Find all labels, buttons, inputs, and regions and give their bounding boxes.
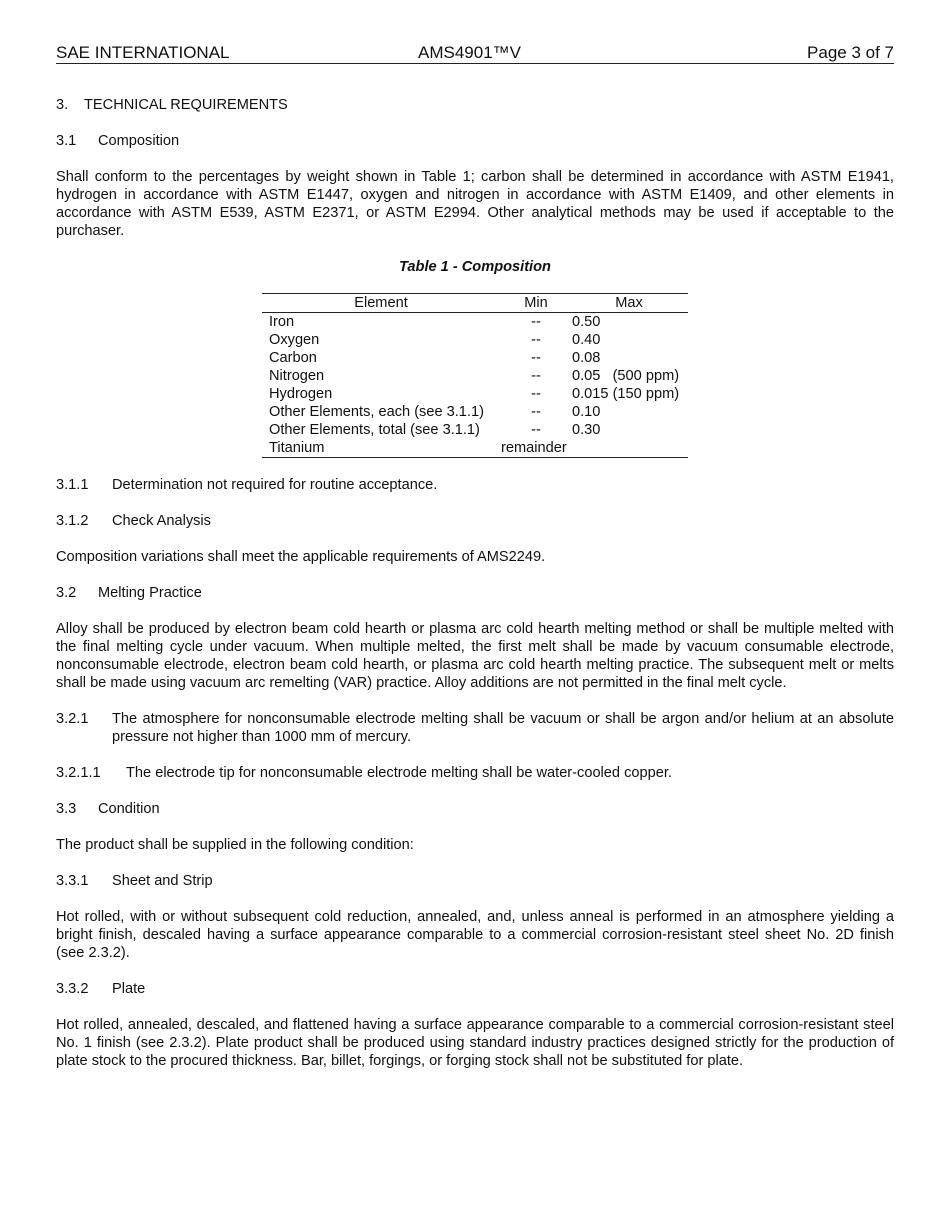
- header-organization: SAE INTERNATIONAL: [56, 43, 230, 62]
- section-3-number: 3.: [56, 97, 69, 113]
- section-3-3-number: 3.3: [56, 801, 77, 817]
- table-row: [262, 367, 688, 385]
- cell-max: 0.08: [572, 350, 601, 366]
- section-3-1-1-number: 3.1.1: [56, 477, 89, 493]
- section-3-2-1-1: [56, 764, 894, 782]
- section-3-1-text: Shall conform to the percentages by weight shown in Table 1; carbon shall be determined in accordance with ASTM E1941, hydrogen in accordance with ASTM E1447, oxygen and nitrogen in accordance with ASTM E1409, and other elements in accordance with ASTM E539, ASTM E2371, or ASTM E2994. Other analytical methods may be used if acceptable to the purchaser.: [56, 169, 894, 239]
- cell-element: Oxygen: [269, 332, 320, 348]
- cell-element: Iron: [269, 314, 295, 330]
- header-min: Min: [524, 295, 548, 311]
- cell-min: --: [531, 404, 541, 420]
- section-3-heading: [56, 96, 894, 114]
- header-max: Max: [615, 295, 643, 311]
- table-row: [262, 403, 688, 421]
- section-3-1-1: [56, 476, 894, 494]
- section-3-3-text: The product shall be supplied in the following condition:: [56, 837, 414, 853]
- section-3-title: TECHNICAL REQUIREMENTS: [84, 97, 288, 113]
- cell-min: --: [531, 368, 541, 384]
- section-3-2-1-1-text: The electrode tip for nonconsumable electrode melting shall be water-cooled copper.: [126, 765, 672, 781]
- document-body: [56, 96, 894, 1088]
- section-3-1-2-number: 3.1.2: [56, 513, 89, 529]
- section-3-1-number: 3.1: [56, 133, 77, 149]
- section-3-2-number: 3.2: [56, 585, 77, 601]
- table-title: Table 1 - Composition: [399, 259, 551, 275]
- header-page-number: Page 3 of 7: [807, 43, 894, 62]
- section-3-1-title: Composition: [98, 133, 180, 149]
- section-3-3-1-title: Sheet and Strip: [112, 873, 213, 889]
- section-3-2-1-number: 3.2.1: [56, 711, 89, 727]
- section-3-2-title: Melting Practice: [98, 585, 202, 601]
- section-3-1-1-text: Determination not required for routine acceptance.: [112, 477, 438, 493]
- table-row: [262, 385, 688, 403]
- table-row: [262, 331, 688, 349]
- cell-min: --: [531, 386, 541, 402]
- page-header: [56, 43, 894, 64]
- cell-min: --: [531, 332, 541, 348]
- section-3-1-2-text: Composition variations shall meet the applicable requirements of AMS2249.: [56, 549, 546, 565]
- section-3-3-1-number: 3.3.1: [56, 873, 89, 889]
- section-3-2-heading: [56, 584, 894, 602]
- section-3-3-1-heading: [56, 872, 894, 890]
- cell-element: Nitrogen: [269, 368, 325, 384]
- cell-element: Other Elements, total (see 3.1.1): [269, 422, 480, 438]
- section-3-3-1-text: Hot rolled, with or without subsequent cold reduction, annealed, and, unless anneal is performed in an atmosphere yielding a bright finish, descaled having a surface appearance comparable to a commercial corrosion-resistant steel sheet No. 2D finish (see 2.3.2).: [56, 909, 894, 961]
- section-3-3-2-number: 3.3.2: [56, 981, 89, 997]
- cell-max: 0.50: [572, 314, 601, 330]
- cell-element: Other Elements, each (see 3.1.1): [269, 404, 484, 420]
- section-3-2-text: Alloy shall be produced by electron beam cold hearth or plasma arc cold hearth melting method or shall be multiple melted with the final melting cycle under vacuum. When multiple melted, the first melt shall be made by vacuum consumable electrode, nonconsumable electrode, electron beam cold hearth, or plasma arc cold hearth melting practice. The subsequent melt or melts shall be made using vacuum arc remelting (VAR) practice. Alloy additions are not permitted in the final melt cycle.: [56, 621, 894, 691]
- cell-max: 0.05 (500 ppm): [572, 368, 680, 384]
- section-3-3-title: Condition: [98, 801, 160, 817]
- section-3-3-2-heading: [56, 980, 894, 998]
- cell-max: 0.30: [572, 422, 601, 438]
- cell-remainder: remainder: [501, 440, 567, 456]
- header-spec-number: AMS4901™V: [418, 43, 521, 62]
- section-3-2-1: [56, 710, 894, 746]
- cell-element: Titanium: [269, 440, 325, 456]
- table-row: [262, 313, 688, 331]
- cell-max: 0.10: [572, 404, 601, 420]
- composition-table: [262, 293, 688, 458]
- cell-element: Hydrogen: [269, 386, 333, 402]
- cell-min: --: [531, 314, 541, 330]
- table-header-row: [262, 294, 688, 313]
- cell-max: 0.40: [572, 332, 601, 348]
- section-3-2-1-1-number: 3.2.1.1: [56, 765, 101, 781]
- cell-element: Carbon: [269, 350, 317, 366]
- cell-min: --: [531, 350, 541, 366]
- section-3-1-2-title: Check Analysis: [112, 513, 211, 529]
- section-3-1-heading: [56, 132, 894, 150]
- section-3-1-2-heading: [56, 512, 894, 530]
- section-3-3-2-title: Plate: [112, 981, 146, 997]
- section-3-3-2-text: Hot rolled, annealed, descaled, and flattened having a surface appearance comparable to a commercial corrosion-resistant steel No. 1 finish (see 2.3.2). Plate product shall be produced using standard industry practices designed strictly for the production of plate stock to the procured thickness. Bar, billet, forgings, or forging stock shall not be substituted for plate.: [56, 1017, 894, 1069]
- table-row: [262, 421, 688, 439]
- section-3-2-1-text: The atmosphere for nonconsumable electrode melting shall be vacuum or shall be argon and/or helium at an absolute pressure not higher than 1000 mm of mercury.: [112, 711, 894, 745]
- section-3-3-heading: [56, 800, 894, 818]
- table-row-titanium: [262, 439, 688, 457]
- table-row: [262, 349, 688, 367]
- header-element: Element: [354, 295, 408, 311]
- cell-max: 0.015 (150 ppm): [572, 386, 680, 402]
- cell-min: --: [531, 422, 541, 438]
